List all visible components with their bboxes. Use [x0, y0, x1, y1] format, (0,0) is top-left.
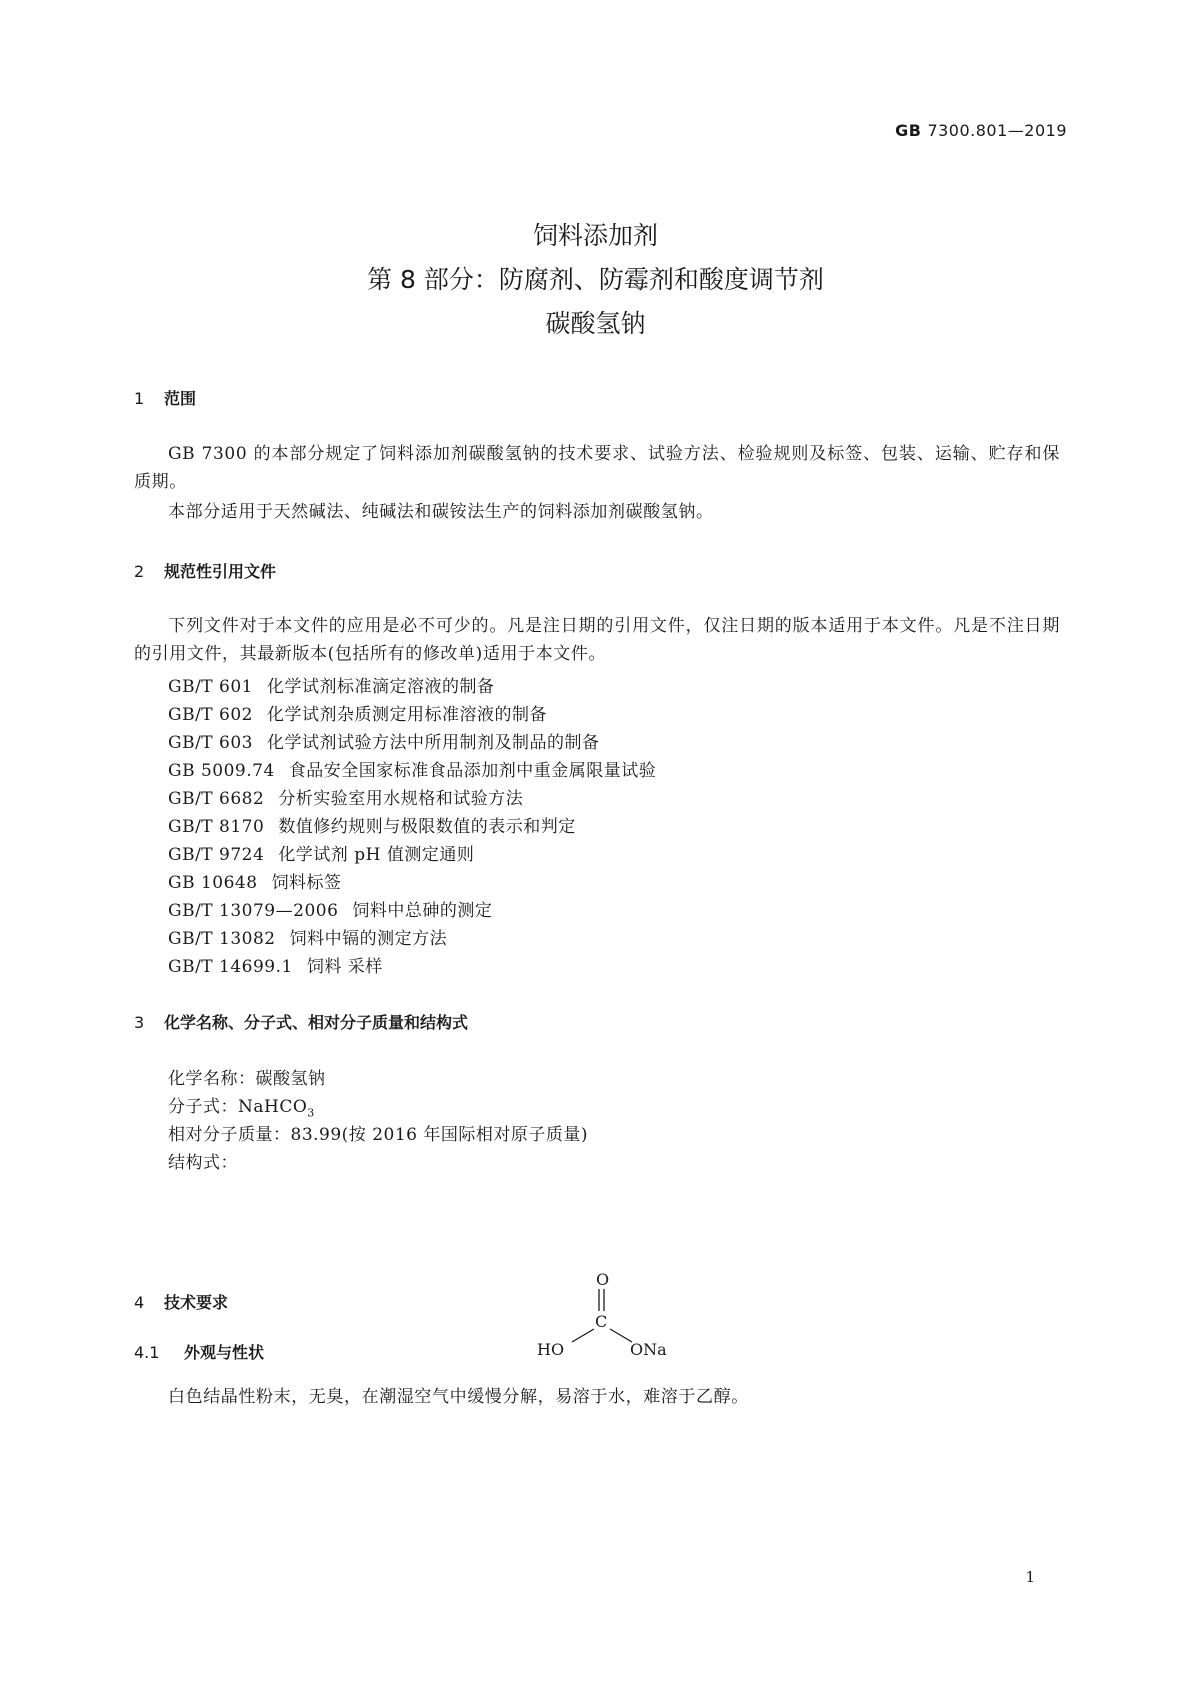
reference-item: GB 5009.74 食品安全国家标准食品添加剂中重金属限量试验	[168, 761, 657, 781]
single-bond-left	[572, 1329, 594, 1342]
section-1-heading	[134, 386, 196, 409]
structural-formula	[520, 1265, 680, 1370]
reference-item: GB/T 9724 化学试剂 pH 值测定通则	[168, 845, 475, 865]
chemical-name: 化学名称：碳酸氢钠	[168, 1069, 326, 1089]
single-bond-right	[610, 1329, 632, 1342]
reference-item: GB/T 8170 数值修约规则与极限数值的表示和判定	[168, 817, 576, 837]
standard-code: 7300.801—2019	[927, 121, 1067, 140]
reference-item: GB/T 603 化学试剂试验方法中所用制剂及制品的制备	[168, 733, 600, 753]
section-2-paragraph-1: 下列文件对于本文件的应用是必不可少的。凡是注日期的引用文件，仅注日期的版本适用于本文件。凡是不注日期的引用文件，其最新版本(包括所有的修改单)适用于本文件。	[134, 616, 1060, 664]
section-title: 范围	[164, 389, 197, 408]
standard-prefix: GB	[895, 121, 922, 140]
section-3-heading	[134, 1010, 468, 1033]
standard-number	[895, 121, 1067, 140]
reference-item: GB/T 601 化学试剂标准滴定溶液的制备	[168, 677, 495, 697]
title-line-1: 饲料添加剂	[532, 221, 658, 250]
reference-item: GB/T 13082 饲料中镉的测定方法	[168, 929, 448, 949]
structure-group-hydroxyl: HO	[537, 1340, 565, 1359]
section-title: 外观与性状	[184, 1343, 265, 1362]
title-line-2: 第 8 部分：防腐剂、防霉剂和酸度调节剂	[367, 265, 824, 294]
page-number: 1	[1025, 1568, 1035, 1586]
section-title: 技术要求	[164, 1293, 229, 1312]
section-1-paragraph-2: 本部分适用于天然碱法、纯碱法和碳铵法生产的饲料添加剂碳酸氢钠。	[168, 502, 714, 522]
molecular-mass: 相对分子质量：83.99(按 2016 年国际相对原子质量)	[168, 1125, 589, 1145]
document-title	[0, 214, 1191, 346]
section-number: 3	[134, 1013, 145, 1032]
section-title: 化学名称、分子式、相对分子质量和结构式	[164, 1013, 469, 1032]
reference-item: GB/T 13079—2006 饲料中总砷的测定	[168, 901, 493, 921]
structure-label: 结构式：	[168, 1153, 238, 1173]
section-4-1-paragraph-1: 白色结晶性粉末，无臭，在潮湿空气中缓慢分解，易溶于水，难溶于乙醇。	[168, 1387, 749, 1407]
structure-atom-oxygen: O	[596, 1270, 610, 1289]
molecular-formula: 分子式：NaHCO$_3$	[168, 1097, 315, 1120]
section-number: 4.1	[134, 1343, 160, 1362]
reference-item: GB 10648 饲料标签	[168, 873, 342, 893]
reference-item: GB/T 14699.1 饲料 采样	[168, 957, 383, 977]
section-2-heading	[134, 559, 276, 582]
structure-group-sodium: ONa	[630, 1340, 667, 1359]
section-4-heading	[134, 1290, 228, 1313]
structure-atom-carbon: C	[595, 1312, 608, 1331]
section-title: 规范性引用文件	[164, 562, 277, 581]
title-line-3: 碳酸氢钠	[545, 309, 646, 338]
section-4-1-heading	[134, 1340, 264, 1363]
section-number: 2	[134, 562, 145, 581]
reference-item: GB/T 6682 分析实验室用水规格和试验方法	[168, 789, 524, 809]
reference-item: GB/T 602 化学试剂杂质测定用标准溶液的制备	[168, 705, 547, 725]
section-number: 1	[134, 389, 145, 408]
section-1-paragraph-1: GB 7300 的本部分规定了饲料添加剂碳酸氢钠的技术要求、试验方法、检验规则及标签、包装、运输、贮存和保质期。	[134, 444, 1060, 492]
section-number: 4	[134, 1293, 145, 1312]
